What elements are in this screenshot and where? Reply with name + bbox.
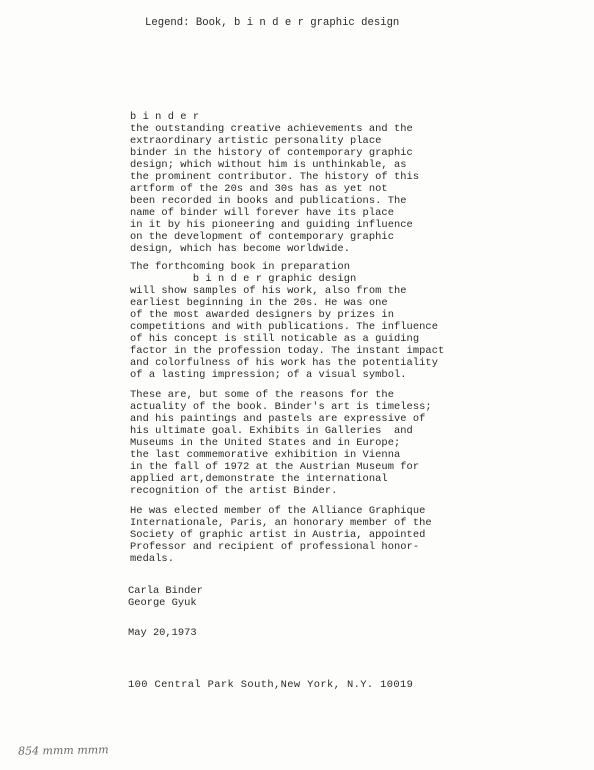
paragraph-1-line: in it by his pioneering and guiding influence (130, 219, 413, 231)
paragraph-4-line: Professor and recipient of professional honor- (130, 541, 420, 553)
paragraph-1-line: name of binder will forever have its place (130, 207, 394, 219)
signature-name: Carla Binder (128, 585, 203, 597)
signature-name: George Gyuk (128, 597, 197, 609)
paragraph-3-line: Museums in the United States and in Europe; (130, 437, 401, 449)
paragraph-4-line: medals. (130, 553, 174, 565)
paragraph-1-line: design, which has become worldwide. (130, 243, 350, 255)
paragraph-2-line: and colorfulness of his work has the potentiality (130, 357, 438, 369)
paragraph-1-line: b i n d e r (130, 111, 200, 123)
paragraph-2-line: will show samples of his work, also from the (130, 285, 407, 297)
paragraph-3-line: recognition of the artist Binder. (130, 485, 338, 497)
address-line: 100 Central Park South,New York, N.Y. 10019 (128, 679, 414, 691)
paragraph-2-line: of his concept is still noticable as a guiding (130, 333, 420, 345)
paragraph-2-line: b i n d e r graphic design (130, 273, 357, 285)
paragraph-3-line: applied art,demonstrate the international (130, 473, 388, 485)
paragraph-4-line: Internationale, Paris, an honorary member of the (130, 517, 432, 529)
handwritten-note: 854 mmm mmm (17, 743, 109, 758)
paragraph-1-line: on the development of contemporary graphic (130, 231, 394, 243)
paragraph-2-line: of the most awarded designers by prizes in (130, 309, 394, 321)
paragraph-4-line: He was elected member of the Alliance Graphique (130, 505, 426, 517)
paragraph-2-line: factor in the profession today. The instant impact (130, 345, 445, 357)
paragraph-4-line: Society of graphic artist in Austria, appointed (130, 529, 426, 541)
paragraph-3-line: These are, but some of the reasons for the (130, 389, 394, 401)
paragraph-1-line: the prominent contributor. The history of this (130, 171, 420, 183)
paragraph-2-line: of a lasting impression; of a visual symbol. (130, 369, 407, 381)
paragraph-1-line: binder in the history of contemporary graphic (130, 147, 413, 159)
paragraph-2-line: competitions and with publications. The influence (130, 321, 438, 333)
legend-heading: Legend: Book, b i n d e r graphic design (145, 17, 400, 29)
paragraph-1-line: extraordinary artistic personality place (130, 135, 382, 147)
paragraph-3-line: his ultimate goal. Exhibits in Galleries and (130, 425, 413, 437)
paragraph-1-line: the outstanding creative achievements and the (130, 123, 413, 135)
paragraph-3-line: and his paintings and pastels are expressive of (130, 413, 426, 425)
paragraph-3-line: the last commemorative exhibition in Vienna (130, 449, 401, 461)
paragraph-1-line: been recorded in books and publications. The (130, 195, 407, 207)
paragraph-1-line: design; which without him is unthinkable, as (130, 159, 407, 171)
paragraph-3-line: in the fall of 1972 at the Austrian Museum for (130, 461, 420, 473)
paragraph-3-line: actuality of the book. Binder's art is timeless; (130, 401, 432, 413)
paragraph-2-line: earliest beginning in the 20s. He was one (130, 297, 388, 309)
paragraph-2-line: The forthcoming book in preparation (130, 261, 350, 273)
paragraph-1-line: artform of the 20s and 30s has as yet not (130, 183, 388, 195)
letter-date: May 20,1973 (128, 627, 197, 639)
